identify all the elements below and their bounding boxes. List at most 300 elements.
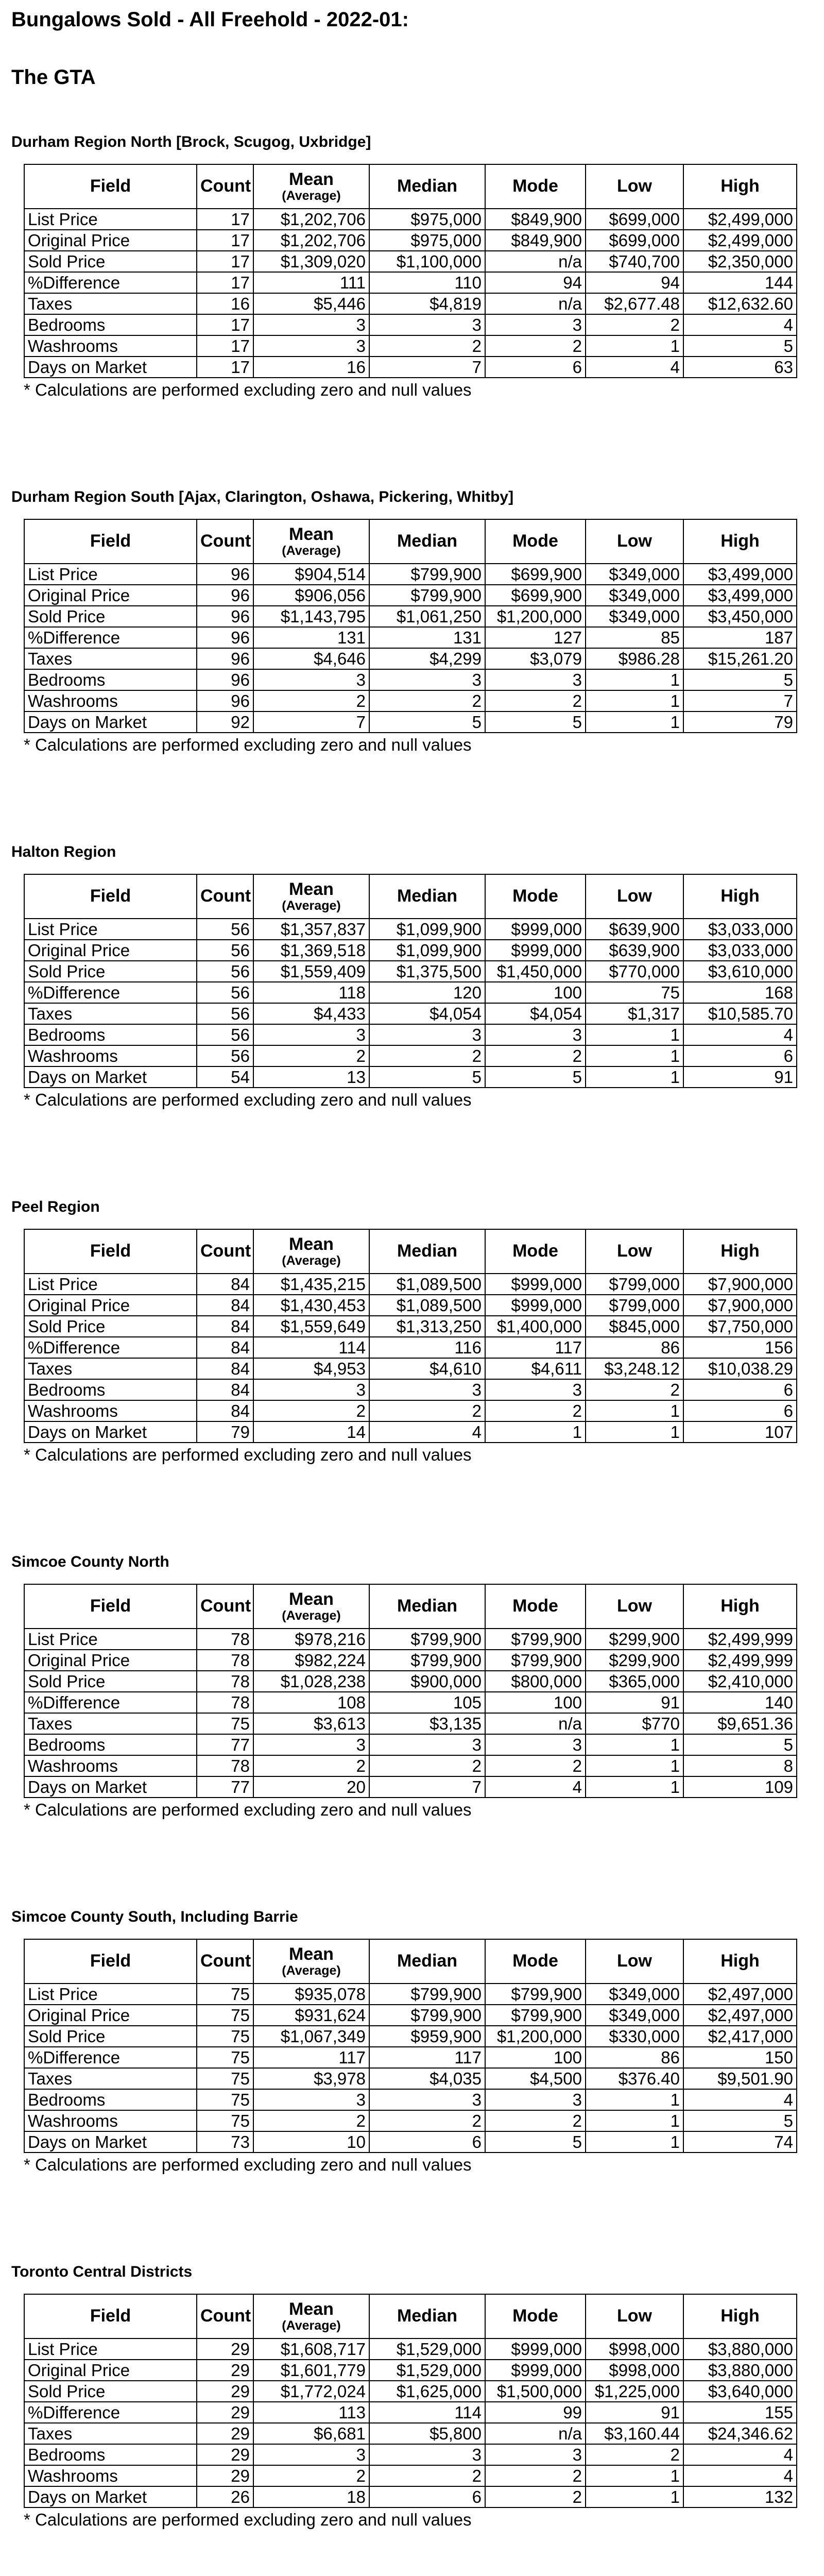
cell-median: 2	[369, 1755, 485, 1776]
footnote: * Calculations are performed excluding zero and null values	[24, 1090, 472, 1109]
cell-field: %Difference	[24, 1692, 197, 1713]
header-count: Count	[197, 164, 253, 209]
cell-mean: 117	[253, 2047, 369, 2068]
cell-mean: 3	[253, 1024, 369, 1045]
cell-high: $3,033,000	[683, 919, 797, 940]
cell-mean: 7	[253, 711, 369, 733]
cell-low: $998,000	[586, 2338, 683, 2360]
cell-mode: $999,000	[485, 1274, 586, 1295]
cell-count: 56	[197, 1024, 253, 1045]
cell-high: $2,410,000	[683, 1671, 797, 1692]
cell-count: 29	[197, 2360, 253, 2381]
region-section	[11, 1197, 813, 1465]
table-header-row	[24, 874, 797, 919]
cell-count: 17	[197, 251, 253, 272]
cell-mode: 94	[485, 272, 586, 293]
cell-mode: 3	[485, 2089, 586, 2110]
header-field: Field	[24, 519, 197, 564]
cell-mean: $5,446	[253, 293, 369, 314]
cell-mean: 2	[253, 690, 369, 711]
cell-low: $3,160.44	[586, 2423, 683, 2444]
cell-high: $3,033,000	[683, 940, 797, 961]
cell-high: 4	[683, 2089, 797, 2110]
cell-field: Sold Price	[24, 961, 197, 982]
cell-field: Original Price	[24, 230, 197, 251]
table-row	[24, 272, 797, 293]
cell-high: 140	[683, 1692, 797, 1713]
cell-high: $3,640,000	[683, 2381, 797, 2402]
cell-median: $4,035	[369, 2068, 485, 2089]
table-row	[24, 335, 797, 357]
cell-field: List Price	[24, 564, 197, 585]
table-row	[24, 585, 797, 606]
cell-median: $1,100,000	[369, 251, 485, 272]
cell-mean: $1,430,453	[253, 1295, 369, 1316]
cell-mean: $4,646	[253, 648, 369, 669]
cell-mode: $999,000	[485, 2360, 586, 2381]
cell-field: Taxes	[24, 2423, 197, 2444]
header-low: Low	[586, 1939, 683, 1984]
cell-median: 3	[369, 1379, 485, 1400]
cell-field: Days on Market	[24, 1421, 197, 1443]
header-median: Median	[369, 519, 485, 564]
cell-field: Sold Price	[24, 251, 197, 272]
cell-mode: $1,450,000	[485, 961, 586, 982]
header-median: Median	[369, 1229, 485, 1274]
cell-low: $639,900	[586, 919, 683, 940]
footnote: * Calculations are performed excluding zero and null values	[24, 735, 472, 754]
table-row	[24, 1776, 797, 1798]
table-row	[24, 1734, 797, 1755]
cell-median: 114	[369, 2402, 485, 2423]
cell-median: $1,099,900	[369, 940, 485, 961]
header-low: Low	[586, 164, 683, 209]
cell-mode: 100	[485, 982, 586, 1003]
cell-median: 2	[369, 2110, 485, 2131]
cell-field: %Difference	[24, 1337, 197, 1358]
cell-high: 107	[683, 1421, 797, 1443]
cell-low: $1,317	[586, 1003, 683, 1024]
header-field: Field	[24, 1584, 197, 1629]
header-mean	[253, 2294, 369, 2338]
cell-mean: $1,559,649	[253, 1316, 369, 1337]
cell-mean: 18	[253, 2486, 369, 2507]
cell-low: 91	[586, 1692, 683, 1713]
cell-high: $2,497,000	[683, 1984, 797, 2005]
cell-field: Sold Price	[24, 1671, 197, 1692]
cell-mean: $4,433	[253, 1003, 369, 1024]
cell-low: $376.40	[586, 2068, 683, 2089]
cell-low: $349,000	[586, 606, 683, 627]
cell-field: Bedrooms	[24, 669, 197, 690]
cell-median: 6	[369, 2131, 485, 2153]
cell-count: 75	[197, 2026, 253, 2047]
header-field: Field	[24, 874, 197, 919]
cell-median: 3	[369, 1024, 485, 1045]
cell-median: 2	[369, 2465, 485, 2486]
footnote: * Calculations are performed excluding zero and null values	[24, 1445, 472, 1464]
cell-median: 3	[369, 2089, 485, 2110]
cell-median: $799,900	[369, 1629, 485, 1650]
cell-mode: 3	[485, 1024, 586, 1045]
cell-high: 4	[683, 314, 797, 335]
cell-mode: 5	[485, 711, 586, 733]
cell-median: $3,135	[369, 1713, 485, 1734]
table-row	[24, 1755, 797, 1776]
cell-low: 1	[586, 2486, 683, 2507]
header-high: High	[683, 164, 797, 209]
cell-high: $7,900,000	[683, 1274, 797, 1295]
cell-mode: $999,000	[485, 2338, 586, 2360]
cell-field: Bedrooms	[24, 314, 197, 335]
cell-low: 94	[586, 272, 683, 293]
cell-mean: 3	[253, 1734, 369, 1755]
cell-high: $2,499,000	[683, 209, 797, 230]
cell-field: Sold Price	[24, 606, 197, 627]
cell-mode: $999,000	[485, 1295, 586, 1316]
cell-median: $5,800	[369, 2423, 485, 2444]
cell-count: 75	[197, 1713, 253, 1734]
header-median: Median	[369, 874, 485, 919]
cell-low: 1	[586, 1734, 683, 1755]
cell-mode: n/a	[485, 1713, 586, 1734]
cell-mode: 2	[485, 1755, 586, 1776]
cell-mode: n/a	[485, 293, 586, 314]
cell-median: $1,061,250	[369, 606, 485, 627]
table-row	[24, 1650, 797, 1671]
cell-median: 3	[369, 314, 485, 335]
header-mode: Mode	[485, 164, 586, 209]
header-mean-label: Mean	[289, 170, 334, 190]
footnote: * Calculations are performed excluding zero and null values	[24, 2510, 472, 2529]
stats-table	[24, 164, 797, 378]
table-row	[24, 293, 797, 314]
cell-low: $299,900	[586, 1629, 683, 1650]
cell-low: $349,000	[586, 1984, 683, 2005]
cell-count: 56	[197, 1003, 253, 1024]
header-high: High	[683, 519, 797, 564]
cell-mode: 2	[485, 2465, 586, 2486]
cell-mean: 3	[253, 1379, 369, 1400]
cell-count: 17	[197, 272, 253, 293]
region-title: Simcoe County North	[11, 1553, 169, 1570]
cell-high: $3,499,000	[683, 564, 797, 585]
cell-low: $770	[586, 1713, 683, 1734]
table-row	[24, 2047, 797, 2068]
cell-count: 75	[197, 2047, 253, 2068]
cell-count: 75	[197, 2089, 253, 2110]
table-row	[24, 1274, 797, 1295]
table-header-row	[24, 1584, 797, 1629]
table-header-row	[24, 1939, 797, 1984]
header-median: Median	[369, 1939, 485, 1984]
cell-count: 96	[197, 585, 253, 606]
cell-field: Taxes	[24, 2068, 197, 2089]
cell-field: %Difference	[24, 272, 197, 293]
cell-count: 78	[197, 1671, 253, 1692]
cell-low: $365,000	[586, 1671, 683, 1692]
region-section	[11, 1552, 813, 1820]
table-row	[24, 1692, 797, 1713]
cell-low: $639,900	[586, 940, 683, 961]
table-row	[24, 357, 797, 378]
cell-mean: $978,216	[253, 1629, 369, 1650]
cell-median: $4,054	[369, 1003, 485, 1024]
cell-count: 84	[197, 1337, 253, 1358]
header-mean	[253, 519, 369, 564]
cell-count: 84	[197, 1316, 253, 1337]
cell-mode: n/a	[485, 2423, 586, 2444]
cell-high: 8	[683, 1755, 797, 1776]
cell-field: Sold Price	[24, 1316, 197, 1337]
cell-mean: 131	[253, 627, 369, 648]
cell-field: Bedrooms	[24, 1024, 197, 1045]
cell-mode: 100	[485, 2047, 586, 2068]
cell-field: Bedrooms	[24, 1734, 197, 1755]
cell-low: $1,225,000	[586, 2381, 683, 2402]
cell-count: 75	[197, 1984, 253, 2005]
cell-median: 131	[369, 627, 485, 648]
cell-low: $699,000	[586, 209, 683, 230]
header-mean-sub: (Average)	[282, 1253, 341, 1268]
cell-field: Days on Market	[24, 1776, 197, 1798]
header-count: Count	[197, 1229, 253, 1274]
header-mode: Mode	[485, 1939, 586, 1984]
cell-field: List Price	[24, 1629, 197, 1650]
cell-median: 3	[369, 2444, 485, 2465]
header-low: Low	[586, 1229, 683, 1274]
table-header-row	[24, 1229, 797, 1274]
cell-high: $3,880,000	[683, 2360, 797, 2381]
cell-high: 6	[683, 1045, 797, 1066]
cell-high: 7	[683, 690, 797, 711]
cell-mode: 100	[485, 1692, 586, 1713]
table-row	[24, 2423, 797, 2444]
table-row	[24, 1984, 797, 2005]
cell-mode: 3	[485, 2444, 586, 2465]
cell-mode: $1,400,000	[485, 1316, 586, 1337]
cell-median: 110	[369, 272, 485, 293]
region-section	[11, 842, 813, 1110]
cell-low: 1	[586, 335, 683, 357]
header-mean-label: Mean	[289, 1589, 334, 1609]
header-mode: Mode	[485, 1229, 586, 1274]
cell-mode: $799,900	[485, 1650, 586, 1671]
cell-high: $2,497,000	[683, 2005, 797, 2026]
region-section	[11, 1907, 813, 2175]
cell-low: $330,000	[586, 2026, 683, 2047]
cell-field: Sold Price	[24, 2381, 197, 2402]
table-row	[24, 690, 797, 711]
cell-median: 7	[369, 357, 485, 378]
cell-field: Days on Market	[24, 357, 197, 378]
cell-mean: 16	[253, 357, 369, 378]
cell-mean: $1,772,024	[253, 2381, 369, 2402]
header-high: High	[683, 874, 797, 919]
region-title: Durham Region North [Brock, Scugog, Uxbridge]	[11, 133, 371, 150]
cell-low: 1	[586, 1776, 683, 1798]
cell-mode: 117	[485, 1337, 586, 1358]
cell-field: Original Price	[24, 1650, 197, 1671]
cell-mean: $1,601,779	[253, 2360, 369, 2381]
cell-high: $2,499,999	[683, 1650, 797, 1671]
cell-mean: 2	[253, 1755, 369, 1776]
cell-count: 96	[197, 690, 253, 711]
region-title: Simcoe County South, Including Barrie	[11, 1908, 298, 1925]
table-row	[24, 1358, 797, 1379]
cell-low: 1	[586, 1045, 683, 1066]
cell-high: $2,417,000	[683, 2026, 797, 2047]
header-count: Count	[197, 874, 253, 919]
cell-count: 54	[197, 1066, 253, 1088]
header-mean-sub: (Average)	[282, 543, 341, 558]
header-field: Field	[24, 164, 197, 209]
cell-median: $959,900	[369, 2026, 485, 2047]
cell-high: 5	[683, 1734, 797, 1755]
cell-field: Bedrooms	[24, 1379, 197, 1400]
cell-mean: 3	[253, 2089, 369, 2110]
cell-low: 1	[586, 1024, 683, 1045]
cell-field: Taxes	[24, 648, 197, 669]
cell-high: $2,499,000	[683, 230, 797, 251]
cell-mean: $1,559,409	[253, 961, 369, 982]
header-median: Median	[369, 164, 485, 209]
cell-median: $4,610	[369, 1358, 485, 1379]
cell-count: 75	[197, 2005, 253, 2026]
cell-mode: $849,900	[485, 209, 586, 230]
table-row	[24, 230, 797, 251]
cell-mean: $931,624	[253, 2005, 369, 2026]
cell-median: 3	[369, 669, 485, 690]
cell-high: 6	[683, 1400, 797, 1421]
header-low: Low	[586, 1584, 683, 1629]
cell-mode: $4,611	[485, 1358, 586, 1379]
cell-mode: $1,500,000	[485, 2381, 586, 2402]
cell-count: 77	[197, 1734, 253, 1755]
cell-median: 2	[369, 1400, 485, 1421]
cell-low: 1	[586, 1755, 683, 1776]
cell-low: $349,000	[586, 585, 683, 606]
cell-field: Washrooms	[24, 690, 197, 711]
cell-high: 63	[683, 357, 797, 378]
footnote: * Calculations are performed excluding zero and null values	[24, 1800, 472, 1819]
table-row	[24, 982, 797, 1003]
cell-low: $3,248.12	[586, 1358, 683, 1379]
cell-mean: $1,357,837	[253, 919, 369, 940]
cell-field: %Difference	[24, 2402, 197, 2423]
cell-median: 2	[369, 1045, 485, 1066]
cell-mean: $4,953	[253, 1358, 369, 1379]
header-mean-label: Mean	[289, 2299, 334, 2319]
cell-high: $3,450,000	[683, 606, 797, 627]
cell-median: 116	[369, 1337, 485, 1358]
header-mean-sub: (Average)	[282, 898, 341, 913]
cell-field: Washrooms	[24, 1400, 197, 1421]
cell-high: 4	[683, 2444, 797, 2465]
table-row	[24, 1421, 797, 1443]
cell-field: List Price	[24, 2338, 197, 2360]
cell-median: 6	[369, 2486, 485, 2507]
cell-mean: 3	[253, 669, 369, 690]
cell-field: Days on Market	[24, 2486, 197, 2507]
header-high: High	[683, 1584, 797, 1629]
cell-median: $799,900	[369, 2005, 485, 2026]
cell-field: Bedrooms	[24, 2444, 197, 2465]
cell-high: $10,038.29	[683, 1358, 797, 1379]
cell-mean: $1,067,349	[253, 2026, 369, 2047]
cell-low: 2	[586, 1379, 683, 1400]
cell-high: 150	[683, 2047, 797, 2068]
cell-count: 16	[197, 293, 253, 314]
cell-count: 17	[197, 357, 253, 378]
cell-count: 78	[197, 1650, 253, 1671]
header-median: Median	[369, 1584, 485, 1629]
cell-mean: 2	[253, 1400, 369, 1421]
header-mean-label: Mean	[289, 524, 334, 545]
table-row	[24, 2068, 797, 2089]
cell-mean: 3	[253, 335, 369, 357]
cell-high: $15,261.20	[683, 648, 797, 669]
region-section	[11, 487, 813, 755]
cell-median: $1,375,500	[369, 961, 485, 982]
cell-median: 7	[369, 1776, 485, 1798]
cell-mode: 2	[485, 335, 586, 357]
cell-median: $799,900	[369, 585, 485, 606]
table-row	[24, 1066, 797, 1088]
table-row	[24, 251, 797, 272]
cell-low: $799,000	[586, 1274, 683, 1295]
cell-count: 79	[197, 1421, 253, 1443]
cell-count: 92	[197, 711, 253, 733]
cell-mode: 2	[485, 1400, 586, 1421]
cell-median: $1,089,500	[369, 1274, 485, 1295]
cell-median: $799,900	[369, 1650, 485, 1671]
cell-mean: $1,435,215	[253, 1274, 369, 1295]
cell-mode: 6	[485, 357, 586, 378]
cell-median: 117	[369, 2047, 485, 2068]
cell-high: $10,585.70	[683, 1003, 797, 1024]
cell-mean: $1,143,795	[253, 606, 369, 627]
cell-low: 1	[586, 669, 683, 690]
cell-count: 29	[197, 2402, 253, 2423]
cell-median: 4	[369, 1421, 485, 1443]
cell-low: $2,677.48	[586, 293, 683, 314]
cell-high: $3,880,000	[683, 2338, 797, 2360]
cell-count: 84	[197, 1274, 253, 1295]
cell-high: 155	[683, 2402, 797, 2423]
cell-low: $998,000	[586, 2360, 683, 2381]
cell-low: $740,700	[586, 251, 683, 272]
header-mean-sub: (Average)	[282, 1608, 341, 1623]
cell-median: $975,000	[369, 209, 485, 230]
cell-mean: $906,056	[253, 585, 369, 606]
cell-field: List Price	[24, 1274, 197, 1295]
cell-count: 17	[197, 230, 253, 251]
footnote: * Calculations are performed excluding zero and null values	[24, 2155, 472, 2174]
cell-mode: 5	[485, 2131, 586, 2153]
cell-high: $3,499,000	[683, 585, 797, 606]
cell-mean: $1,202,706	[253, 209, 369, 230]
cell-mode: $699,900	[485, 585, 586, 606]
cell-mean: 118	[253, 982, 369, 1003]
cell-high: 5	[683, 335, 797, 357]
cell-mean: $1,309,020	[253, 251, 369, 272]
cell-high: 4	[683, 1024, 797, 1045]
table-row	[24, 1713, 797, 1734]
cell-mode: $3,079	[485, 648, 586, 669]
table-row	[24, 1337, 797, 1358]
header-mode: Mode	[485, 2294, 586, 2338]
